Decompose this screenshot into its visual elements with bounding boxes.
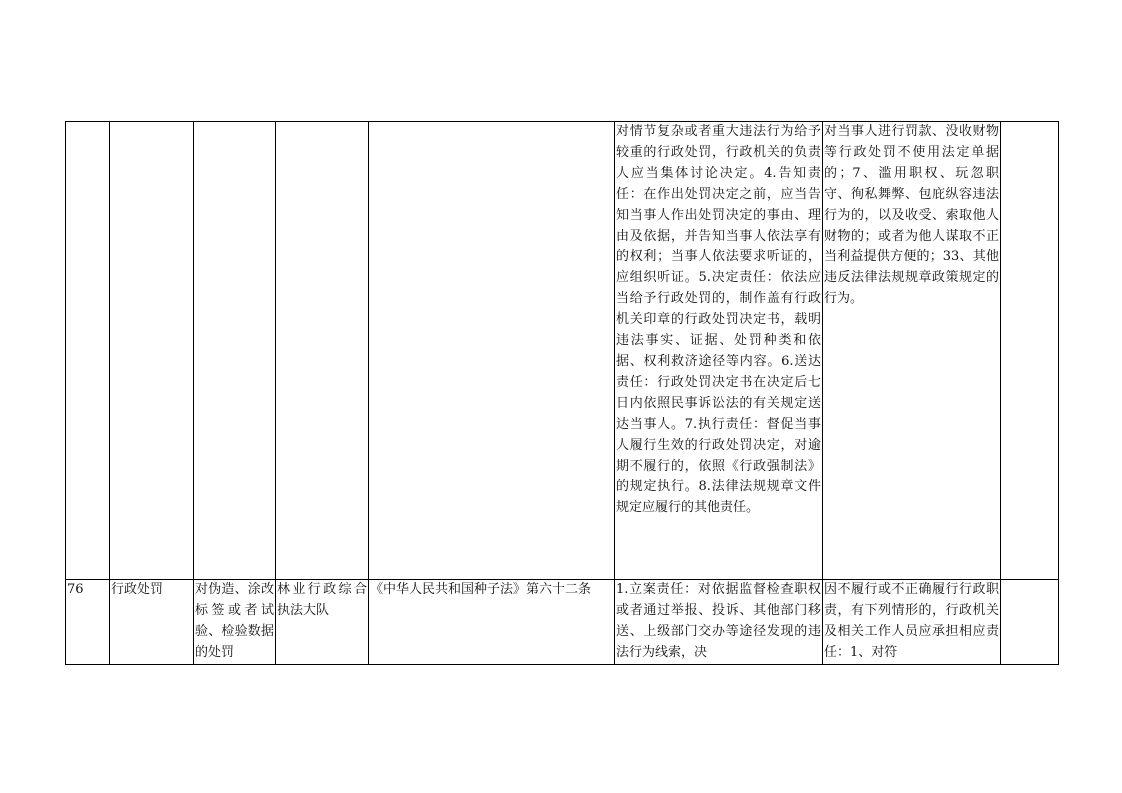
- accountability-cell: 因不履行或不正确履行行政职责，有下列情形的，行政机关及相关工作人员应承担相应责任：1、对符: [823, 580, 1001, 665]
- duty-content-cell: 对情节复杂或者重大违法行为给予较重的行政处罚，行政机关的负责人应当集体讨论决定。4.告知责任：在作出处罚决定之前，应当告知当事人作出处罚决定的事由、理由及依据，并告知当事人依法享有的权利；当事人依法要求听证的，应组织听证。5.决定责任：依法应当给予行政处罚的，制作盖有行政机关印章的行政处罚决定书，载明违法事实、证据、处罚种类和依据、权利救济途径等内容。6.送达责任：行政处罚决定书在决定后七日内依照民事诉讼法的有关规定送达当事人。7.执行责任：督促当事人履行生效的行政处罚决定，对逾期不履行的，依照《行政强制法》的规定执行。8.法律法规规章文件规定应履行的其他责任。: [615, 122, 823, 580]
- index-cell: 76: [66, 580, 110, 665]
- remarks-cell: [1001, 122, 1059, 580]
- remarks-cell: [1001, 580, 1059, 665]
- legal-basis-cell: 《中华人民共和国种子法》第六十二条: [369, 580, 615, 665]
- item-name-cell: 对伪造、涂改标签或者试验、检验数据的处罚: [194, 580, 276, 665]
- duty-content-cell: 1.立案责任：对依据监督检查职权或者通过举报、投诉、其他部门移送、上级部门交办等途径发现的违法行为线索，决: [615, 580, 823, 665]
- table-row: [66, 580, 1059, 665]
- index-cell: [66, 122, 110, 580]
- responsibility-table: [65, 121, 1059, 665]
- category-cell: [110, 122, 194, 580]
- accountability-cell: 对当事人进行罚款、没收财物等行政处罚不使用法定单据的；7、滥用职权、玩忽职守、徇私舞弊、包庇纵容违法行为的，以及收受、索取他人财物的；或者为他人谋取不正当利益提供方便的；33、其他违反法律法规规章政策规定的行为。: [823, 122, 1001, 580]
- item-name-cell: [194, 122, 276, 580]
- table-row: [66, 122, 1059, 580]
- implementing-body-cell: 林业行政综合执法大队: [276, 580, 369, 665]
- implementing-body-cell: [276, 122, 369, 580]
- legal-basis-cell: [369, 122, 615, 580]
- category-cell: 行政处罚: [110, 580, 194, 665]
